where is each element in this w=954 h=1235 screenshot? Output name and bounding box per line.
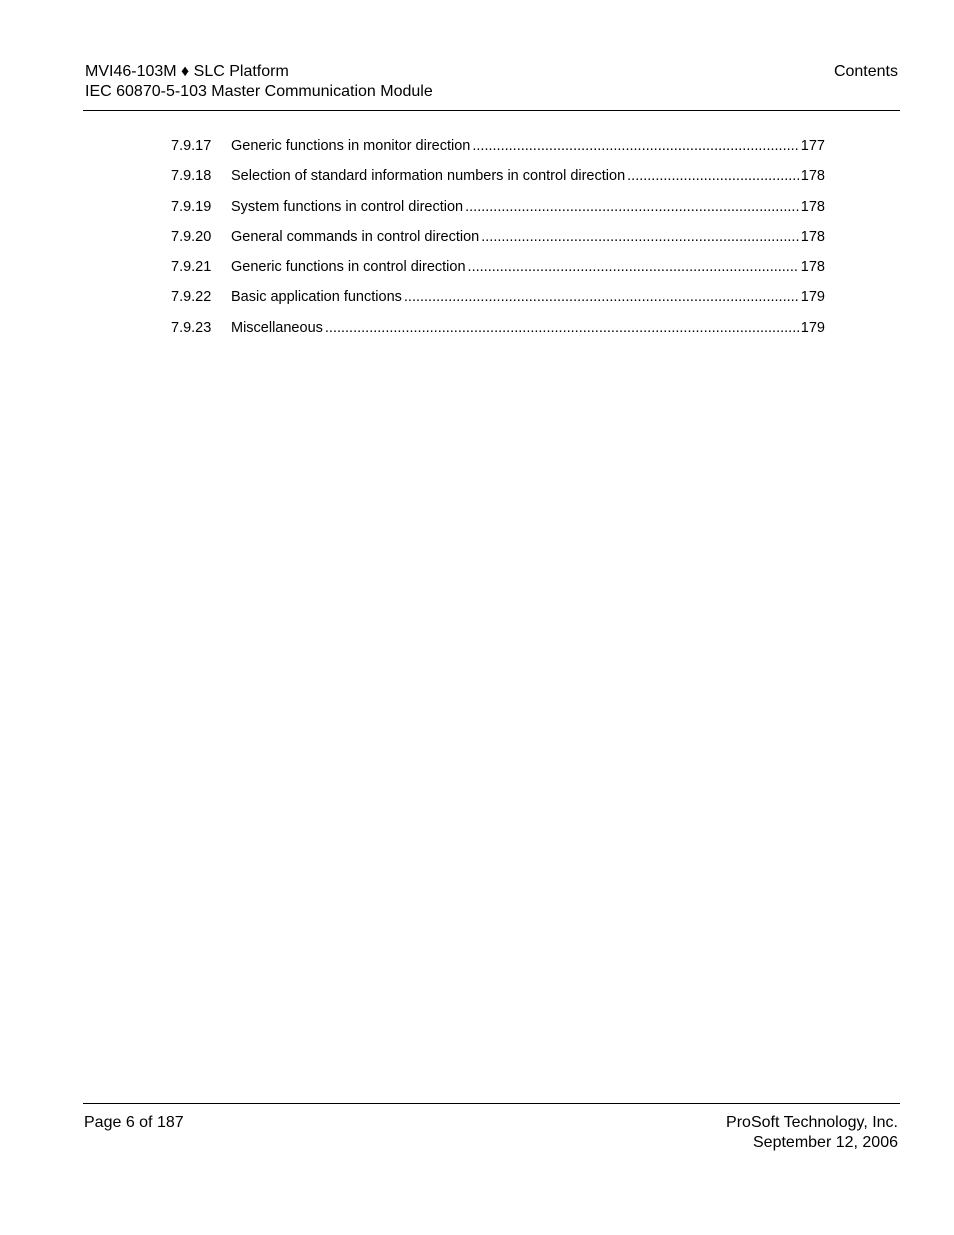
toc-dot-leader bbox=[472, 137, 798, 155]
toc-entry-page: 179 bbox=[800, 289, 825, 306]
toc-entry-number: 7.9.18 bbox=[171, 168, 212, 185]
toc-dot-leader bbox=[468, 258, 799, 276]
table-of-contents bbox=[171, 137, 825, 349]
toc-entry-title: General commands in control direction bbox=[231, 228, 480, 245]
toc-entry-title: Generic functions in monitor direction bbox=[231, 138, 471, 154]
toc-entry-page: 178 bbox=[800, 198, 825, 215]
toc-dot-leader bbox=[481, 228, 799, 246]
toc-entry-title: Miscellaneous bbox=[231, 319, 323, 336]
toc-entry-title: System functions in control direction bbox=[231, 198, 464, 215]
page-header bbox=[83, 62, 898, 110]
toc-entry-title: Basic application functions bbox=[231, 289, 402, 306]
toc-dot-leader bbox=[404, 288, 799, 306]
toc-dot-leader bbox=[465, 198, 799, 216]
toc-entry-7-9-20[interactable] bbox=[171, 228, 825, 258]
toc-entry-7-9-21[interactable] bbox=[171, 258, 825, 288]
toc-entry-number: 7.9.19 bbox=[171, 198, 212, 215]
toc-dot-leader bbox=[325, 319, 799, 337]
toc-entry-7-9-18[interactable] bbox=[171, 167, 825, 197]
toc-entry-title: Selection of standard information numbers in control direction bbox=[231, 168, 626, 185]
toc-entry-page: 178 bbox=[800, 259, 825, 276]
toc-entry-number: 7.9.20 bbox=[171, 228, 212, 245]
toc-entry-number: 7.9.22 bbox=[171, 289, 212, 306]
toc-entry-number: 7.9.21 bbox=[171, 259, 212, 276]
toc-entry-7-9-22[interactable] bbox=[171, 288, 825, 318]
header-product-line: MVI46-103M ♦ SLC Platform bbox=[85, 63, 289, 80]
toc-entry-number: 7.9.23 bbox=[171, 319, 212, 336]
toc-entry-page: 177 bbox=[800, 138, 825, 154]
footer-divider bbox=[83, 1103, 900, 1104]
toc-entry-7-9-19[interactable] bbox=[171, 198, 825, 228]
footer-date: September 12, 2006 bbox=[753, 1134, 898, 1151]
header-left bbox=[85, 62, 433, 102]
header-module-name: IEC 60870-5-103 Master Communication Module bbox=[85, 83, 433, 100]
toc-entry-7-9-23[interactable] bbox=[171, 319, 825, 349]
toc-entry-7-9-17[interactable] bbox=[171, 137, 825, 167]
toc-entry-title: Generic functions in control direction bbox=[231, 259, 466, 276]
footer-company: ProSoft Technology, Inc. bbox=[726, 1114, 898, 1131]
toc-dot-leader bbox=[627, 167, 799, 185]
footer-right bbox=[726, 1113, 898, 1153]
header-section-title: Contents bbox=[833, 63, 898, 80]
toc-entry-page: 178 bbox=[800, 168, 825, 185]
footer-page-number: Page 6 of 187 bbox=[84, 1114, 184, 1131]
toc-entry-page: 179 bbox=[800, 319, 825, 336]
header-divider bbox=[83, 110, 900, 111]
toc-entry-page: 178 bbox=[800, 228, 825, 245]
toc-entry-number: 7.9.17 bbox=[171, 138, 212, 154]
